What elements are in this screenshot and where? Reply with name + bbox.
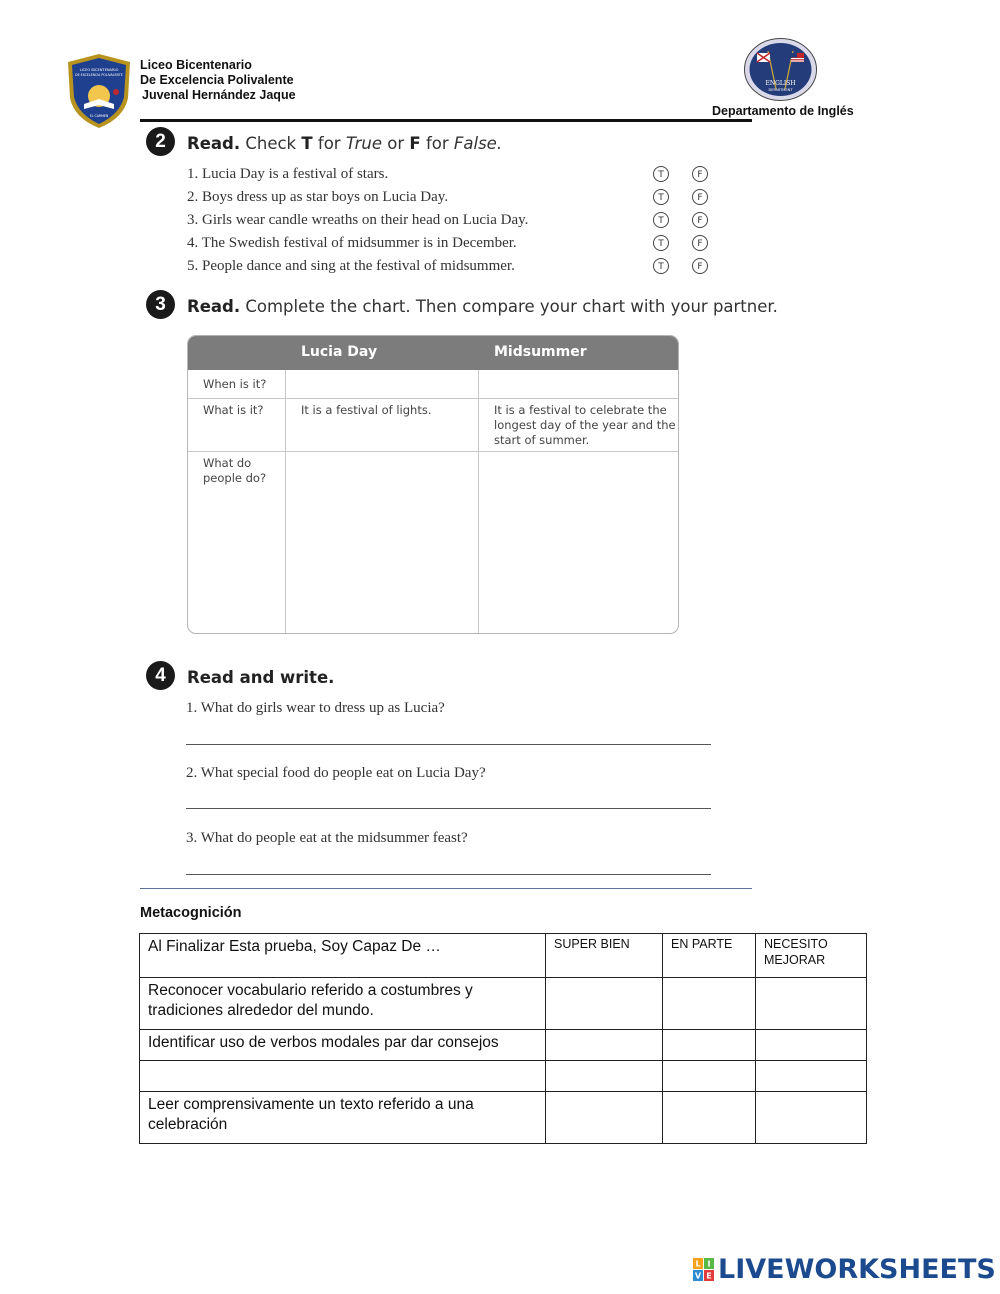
cell-what-midsummer: It is a festival to celebrate the longest day of the year and the start of summer. (494, 403, 676, 447)
false-option-2[interactable]: F (692, 189, 708, 205)
rating-cell[interactable] (756, 1092, 867, 1144)
cell-when-lucia[interactable] (301, 377, 471, 395)
rating-cell[interactable] (663, 978, 756, 1030)
true-option-2[interactable]: T (653, 189, 669, 205)
question-3: 3. What do people eat at the midsummer feast? (186, 830, 468, 846)
answer-line-3[interactable] (186, 874, 711, 875)
chart-divider (478, 370, 479, 634)
svg-text:EL CARMEN: EL CARMEN (89, 114, 109, 118)
ability-3 (140, 1061, 546, 1092)
tf-statement-4: 4. The Swedish festival of midsummer is in December. (187, 235, 517, 251)
rating-cell[interactable] (546, 1092, 663, 1144)
cell-what-lucia: It is a festival of lights. (301, 403, 432, 417)
section-divider (140, 888, 752, 889)
rating-cell[interactable] (546, 1030, 663, 1061)
true-option-1[interactable]: T (653, 166, 669, 182)
table-row (140, 1061, 867, 1092)
chart-header-bar (188, 336, 678, 370)
exercise-2-title (187, 134, 502, 153)
metacognition-title: Metacognición (140, 905, 242, 921)
exercise-4-number: 4 (146, 661, 175, 690)
title-word: for (317, 134, 341, 153)
exercise-3-title-rest: Complete the chart. Then compare your chart with your partner. (245, 297, 778, 316)
exercise-3-number: 3 (146, 290, 175, 319)
logo-letter-v: V (694, 1271, 702, 1281)
table-row (140, 1092, 867, 1144)
school-name (140, 58, 296, 103)
true-option-5[interactable]: T (653, 258, 669, 274)
row-label-what: What is it? (203, 403, 264, 417)
svg-text:DEPARTMENT: DEPARTMENT (768, 88, 793, 92)
logo-letter-e: E (706, 1271, 712, 1281)
cell-when-midsummer[interactable] (494, 377, 674, 395)
rating-cell[interactable] (756, 1030, 867, 1061)
header-en-parte: EN PARTE (663, 934, 756, 978)
exercise-3-title (187, 297, 778, 316)
row-label-when: When is it? (203, 377, 267, 391)
tf-statement-5: 5. People dance and sing at the festival of midsummer. (187, 258, 515, 274)
rating-cell[interactable] (663, 1092, 756, 1144)
title-word: False. (453, 134, 503, 153)
department-name: Departamento de Inglés (712, 104, 854, 118)
logo-letter-i: I (707, 1259, 711, 1269)
rating-cell[interactable] (663, 1061, 756, 1092)
question-1: 1. What do girls wear to dress up as Lucia? (186, 700, 445, 716)
chart-divider (188, 451, 678, 452)
ability-4: Leer comprensivamente un texto referido a una celebración (140, 1092, 546, 1144)
school-line-2: De Excelencia Polivalente (140, 73, 294, 87)
exercise-4-title (187, 668, 334, 687)
column-header-lucia-day: Lucia Day (301, 344, 378, 360)
column-header-midsummer: Midsummer (494, 344, 587, 360)
title-word: Check (245, 134, 297, 153)
liveworksheets-logo-icon (693, 1258, 715, 1282)
svg-text:ENGLISH: ENGLISH (765, 80, 796, 87)
answer-line-1[interactable] (186, 744, 711, 745)
rating-cell[interactable] (663, 1030, 756, 1061)
title-word: T (301, 134, 313, 153)
true-option-3[interactable]: T (653, 212, 669, 228)
false-option-5[interactable]: F (692, 258, 708, 274)
header-divider (140, 119, 752, 122)
ability-2: Identificar uso de verbos modales par dar consejos (140, 1030, 546, 1061)
exercise-3-title-bold: Read. (187, 297, 241, 316)
true-option-4[interactable]: T (653, 235, 669, 251)
row-label-people-do: What do people do? (203, 456, 267, 485)
title-word: F (409, 134, 421, 153)
rating-cell[interactable] (756, 1061, 867, 1092)
chart-divider (188, 398, 678, 399)
rating-cell[interactable] (546, 1061, 663, 1092)
liveworksheets-brand[interactable]: LIVEWORKSHEETS (718, 1254, 996, 1285)
ability-1: Reconocer vocabulario referido a costumbres y tradiciones alrededor del mundo. (140, 978, 546, 1030)
title-word: True (345, 134, 383, 153)
table-row (140, 978, 867, 1030)
svg-text:LICEO BICENTENARIO: LICEO BICENTENARIO (79, 68, 119, 72)
logo-letter-l: L (695, 1259, 701, 1269)
comparison-chart (187, 335, 679, 634)
exercise-4-title-text: Read and write. (187, 668, 335, 687)
false-option-3[interactable]: F (692, 212, 708, 228)
table-header-row (140, 934, 867, 978)
header-necesito-mejorar: NECESITO MEJORAR (756, 934, 867, 978)
metacognition-table (139, 933, 867, 1144)
false-option-1[interactable]: F (692, 166, 708, 182)
header-super-bien: SUPER BIEN (546, 934, 663, 978)
rating-cell[interactable] (546, 978, 663, 1030)
tf-statement-2: 2. Boys dress up as star boys on Lucia Day. (187, 189, 449, 205)
school-line-3: Juvenal Hernández Jaque (142, 88, 296, 102)
rating-cell[interactable] (756, 978, 867, 1030)
header-ability: Al Finalizar Esta prueba, Soy Capaz De … (140, 934, 546, 978)
tf-statement-3: 3. Girls wear candle wreaths on their head on Lucia Day. (187, 212, 529, 228)
answer-line-2[interactable] (186, 808, 711, 809)
chart-divider (285, 370, 286, 634)
title-word: or (387, 134, 405, 153)
school-line-1: Liceo Bicentenario (140, 58, 252, 72)
cell-people-do-lucia[interactable] (301, 456, 471, 626)
question-2: 2. What special food do people eat on Lucia Day? (186, 765, 486, 781)
exercise-2-title-bold: Read. (187, 134, 241, 153)
title-word: for (425, 134, 449, 153)
english-department-seal-icon (743, 37, 818, 102)
exercise-2-number: 2 (146, 127, 175, 156)
table-row (140, 1030, 867, 1061)
false-option-4[interactable]: F (692, 235, 708, 251)
svg-text:DE EXCELENCIA POLIVALENTE: DE EXCELENCIA POLIVALENTE (75, 73, 123, 77)
tf-statement-1: 1. Lucia Day is a festival of stars. (187, 166, 389, 182)
cell-people-do-midsummer[interactable] (494, 456, 674, 626)
school-crest-icon (64, 52, 134, 130)
